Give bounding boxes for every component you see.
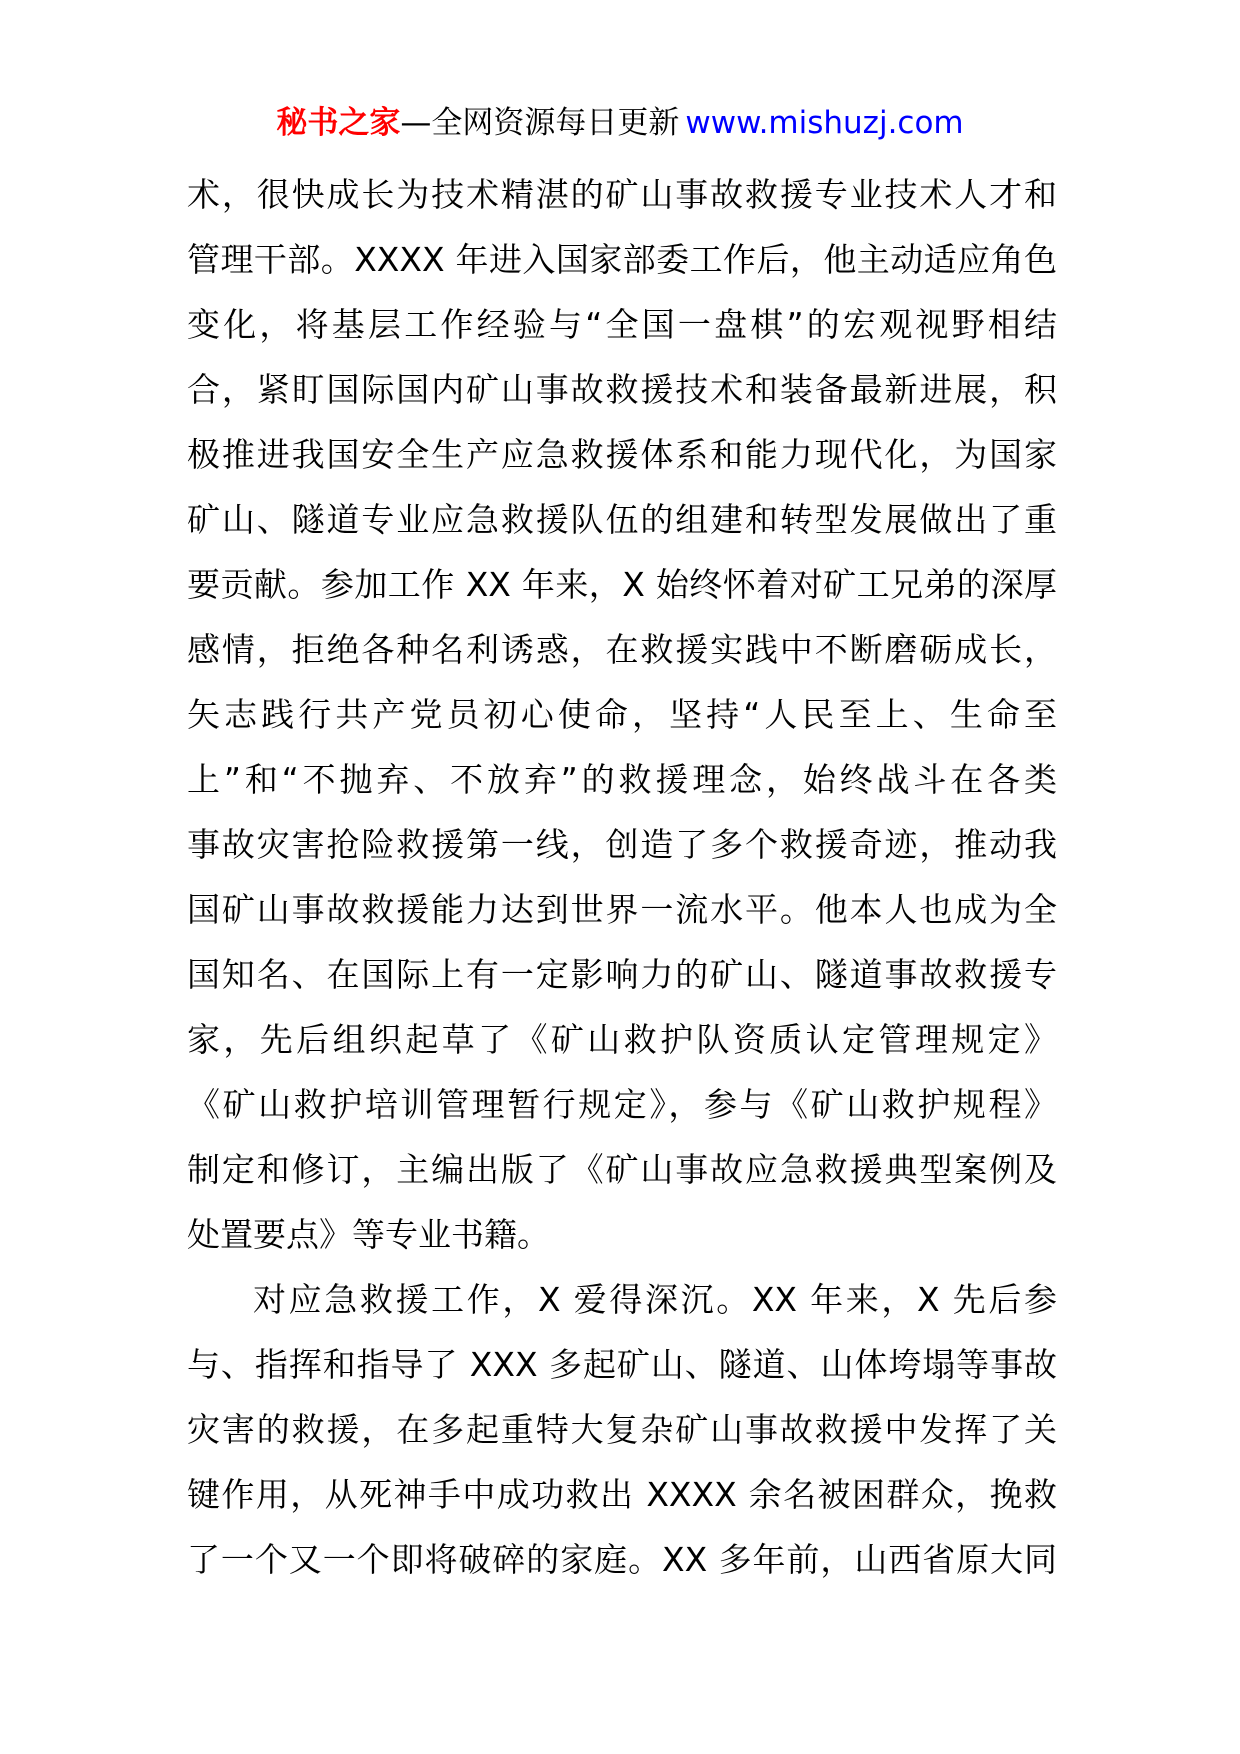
text-line: 灾害的救援，在多起重特大复杂矿山事故救援中发挥了关 [187,1410,1057,1449]
text-line: 感情，拒绝各种名利诱惑，在救援实践中不断磨砺成长， [187,630,1057,669]
text-line: 了一个又一个即将破碎的家庭。XX 多年前，山西省原大同 [187,1540,1057,1579]
text-line: 术，很快成长为技术精湛的矿山事故救援专业技术人才和 [187,175,1057,214]
text-line: 上”和“不抛弃、不放弃”的救援理念，始终战斗在各类 [187,760,1057,799]
site-url-link[interactable]: www.mishuzj.com [685,105,964,141]
paragraph [187,162,1057,1267]
header-tagline: —全网资源每日更新 [400,105,680,141]
text-line: 处置要点》等专业书籍。 [187,1215,550,1254]
text-line: 变化，将基层工作经验与“全国一盘棋”的宏观视野相结 [187,305,1057,344]
text-line: 键作用，从死神手中成功救出 XXXX 余名被困群众，挽救 [187,1475,1057,1514]
text-line: 矢志践行共产党员初心使命，坚持“人民至上、生命至 [187,695,1057,734]
text-line: 事故灾害抢险救援第一线，创造了多个救援奇迹，推动我 [187,825,1057,864]
site-header [0,100,1240,146]
text-line: 与、指挥和指导了 XXX 多起矿山、隧道、山体垮塌等事故 [187,1345,1057,1384]
text-line: 制定和修订，主编出版了《矿山事故应急救援典型案例及 [187,1150,1057,1189]
brand-name: 秘书之家 [276,105,401,141]
text-line: 合，紧盯国际国内矿山事故救援技术和装备最新进展，积 [187,370,1057,409]
paragraph [187,1267,1057,1592]
text-line: 要贡献。参加工作 XX 年来，X 始终怀着对矿工兄弟的深厚 [187,565,1057,604]
document-body [187,162,1057,1592]
text-line: 国知名、在国际上有一定影响力的矿山、隧道事故救援专 [187,955,1057,994]
text-line: 国矿山事故救援能力达到世界一流水平。他本人也成为全 [187,890,1057,929]
text-line: 对应急救援工作，X 爱得深沉。XX 年来，X 先后参 [253,1280,1057,1319]
text-line: 家，先后组织起草了《矿山救护队资质认定管理规定》 [187,1020,1057,1059]
text-line: 极推进我国安全生产应急救援体系和能力现代化，为国家 [187,435,1057,474]
text-line: 矿山、隧道专业应急救援队伍的组建和转型发展做出了重 [187,500,1057,539]
text-line: 管理干部。XXXX 年进入国家部委工作后，他主动适应角色 [187,240,1057,279]
text-line: 《矿山救护培训管理暂行规定》，参与《矿山救护规程》 [187,1085,1057,1124]
